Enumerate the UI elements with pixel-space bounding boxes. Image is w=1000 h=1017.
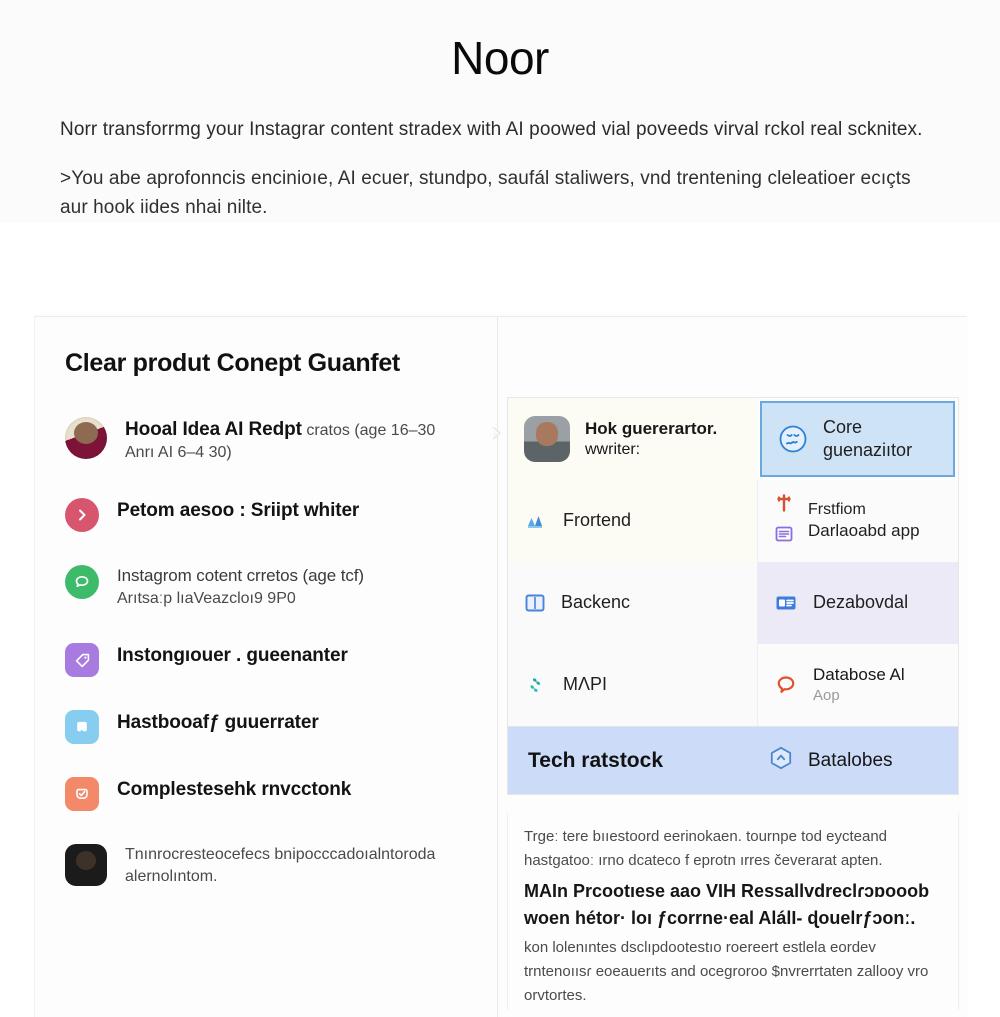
tech-stack-banner[interactable] xyxy=(508,726,958,794)
avatar-woman-square-icon xyxy=(524,416,570,462)
grid-cell-title: Dezabovdal xyxy=(813,592,909,613)
list-item[interactable] xyxy=(65,709,471,744)
left-column xyxy=(35,317,497,1017)
intro-paragraph-1: Norr transforrmg your Instagrar content stradex with AI poowed vial poveeds virval rckol real scknitex. xyxy=(60,119,923,141)
right-footer xyxy=(507,813,959,1010)
section-heading: Clear produt Conept Guanfet xyxy=(65,349,400,377)
list-item-subtitle: Arıtsaːp lıaVeazcloı9 9P0 xyxy=(117,589,296,607)
check-shield-icon xyxy=(65,777,99,811)
list-item-subtitle: Anrı AI 6–4 30) xyxy=(125,444,232,462)
grid-row xyxy=(508,480,958,562)
chat-bubble-icon xyxy=(65,565,99,599)
list-item-detail: cratos (age 16–30 xyxy=(306,422,436,439)
grid-cell-right[interactable] xyxy=(757,644,958,726)
grid-row xyxy=(508,644,958,726)
list-item-title: Tnınrocresteocefecs bnipocccadoıalntoroda xyxy=(125,846,436,863)
footer-paragraph-bold: MAIn Prcootıese aao VIH Ressallvdreclɾɔɒooob woen hétor· loı ƒcorrne·eal AlálI- ɖouelrƒɔonː. xyxy=(524,880,930,928)
list-item-text xyxy=(117,709,319,735)
tech-stack-title: Tech ratstock xyxy=(528,748,663,772)
grid-cell-right[interactable] xyxy=(757,480,958,562)
grid-cell-subtitle: Aop xyxy=(813,687,840,705)
chevron-right-icon xyxy=(65,498,99,532)
grid-cell-text xyxy=(563,509,631,532)
grid-cell-right-selected[interactable] xyxy=(760,401,955,477)
chevron-right-handle-icon[interactable] xyxy=(488,420,506,446)
grid-cell-title: Databose Al xyxy=(813,665,905,685)
grid-cell-subtitle: Darlaoabd app xyxy=(808,521,920,541)
footer-paragraph: kon lolenıntes dsclıpdootestıo roereert estlela eordev trntenoıısɾ eoeauerıts and ocegroroo $nvrerrtaten zalloоy vro orvtortes. xyxy=(524,938,929,1005)
feature-grid xyxy=(507,397,959,795)
hashtag-icon xyxy=(65,710,99,744)
footer-paragraph: Trgeː tere bııestoord eerinokaen. tournpe tod eycteand hastgatooː ırno dcateco f eprotn ırres čeverarat apten. xyxy=(524,828,888,870)
list-item-text xyxy=(117,497,359,523)
grid-cell-title: Hok guererartor. xyxy=(585,418,718,438)
list-item[interactable] xyxy=(65,776,471,811)
list-item[interactable] xyxy=(65,564,471,610)
api-icon xyxy=(524,673,548,697)
list-item-title: Hastbooafƒ guuerrater xyxy=(117,712,319,733)
right-column xyxy=(497,317,967,1017)
page-header xyxy=(0,0,1000,223)
tag-icon xyxy=(65,643,99,677)
list-item[interactable] xyxy=(65,843,471,889)
list-item-title-row xyxy=(125,417,435,442)
list-item-title: Instagrom cotent crretos (age tcf) xyxy=(117,565,364,585)
grid-cell-left[interactable] xyxy=(508,398,757,480)
database-chat-icon xyxy=(774,673,798,697)
list-item-title: Hooal Idea AI Redpt xyxy=(125,419,302,440)
grid-row xyxy=(508,562,958,644)
main-content-card xyxy=(34,316,967,1017)
grid-cell-text xyxy=(823,416,937,463)
page-title: Noor xyxy=(451,32,549,84)
core-generator-icon xyxy=(778,424,808,454)
grid-cell-left[interactable] xyxy=(508,562,757,644)
grid-cell-text xyxy=(808,500,920,543)
grid-cell-right[interactable] xyxy=(757,562,958,644)
list-item[interactable] xyxy=(65,497,471,532)
list-item-title: Instongıouer . gueenanter xyxy=(117,645,348,666)
grid-cell-title: MΛPI xyxy=(563,674,608,695)
list-item[interactable] xyxy=(65,642,471,677)
grid-cell-subtitle: wwriter: xyxy=(585,440,641,458)
grid-cell-title: Backenc xyxy=(561,592,631,613)
list-item-text xyxy=(117,776,351,802)
grid-row xyxy=(508,398,958,480)
intro-paragraph-2: >You abe aprofonncis encinioıe, AI ecuer, stundpo, saufál staliwers, vnd trentening cleleatioer ecıçts aur hook iides nhai nilte. xyxy=(60,168,911,219)
frontend-icon xyxy=(524,509,548,533)
list-item-subtitle: alernolıntom. xyxy=(125,868,218,886)
grid-cell-left[interactable] xyxy=(508,644,757,726)
list-item-title: Complestesehk rnvcctonk xyxy=(117,779,352,800)
grid-cell-left[interactable] xyxy=(508,480,757,562)
dashboard-list-icon xyxy=(774,524,794,549)
grid-cell-text xyxy=(563,673,607,696)
grid-cell-text xyxy=(813,664,905,706)
list-item[interactable] xyxy=(65,416,471,465)
hexagon-up-icon xyxy=(768,745,794,776)
avatar-person-square-icon xyxy=(65,844,107,886)
grid-cell-text xyxy=(561,591,630,614)
list-item-title: Petom aesoo : Sriipt whiter xyxy=(117,499,360,521)
tech-stack-right-group xyxy=(768,745,893,776)
framework-icon xyxy=(774,493,794,518)
grid-cell-title: Frortend xyxy=(563,510,632,531)
grid-cell-text xyxy=(813,591,908,614)
list-item-text xyxy=(125,843,435,889)
grid-cell-text xyxy=(585,418,717,461)
grid-cell-title: Core guenaziıtor xyxy=(823,416,913,460)
tech-stack-label: Batalobes xyxy=(808,749,893,771)
list-item-text xyxy=(117,642,348,668)
grid-cell-title: Frstfiom xyxy=(808,500,866,518)
backend-icon xyxy=(524,592,546,614)
dashboard-icon xyxy=(774,591,798,615)
list-item-text xyxy=(117,564,364,610)
avatar-man-circle-icon xyxy=(65,417,107,459)
list-item-text xyxy=(125,416,435,465)
